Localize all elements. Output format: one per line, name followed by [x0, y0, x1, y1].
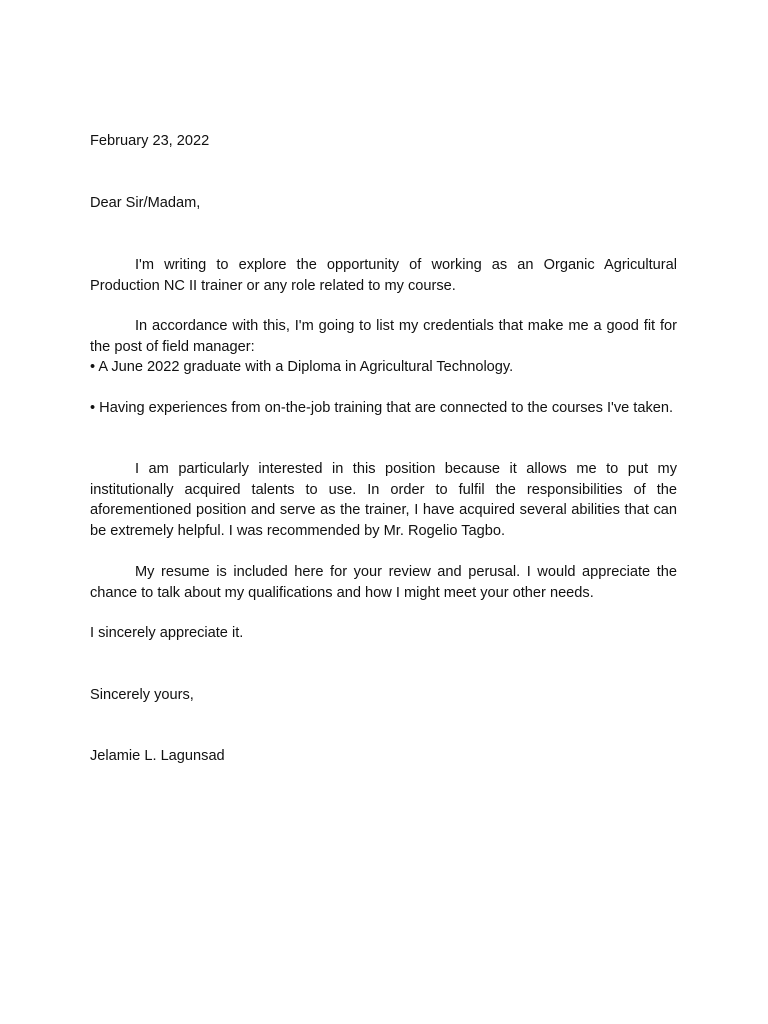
signature-name: Jelamie L. Lagunsad — [90, 748, 225, 764]
paragraph-resume: My resume is included here for your review and perusal. I would appreciate the chance to talk about my qualifications and how I might meet your other needs. — [90, 564, 677, 601]
paragraph-intro: I'm writing to explore the opportunity of working as an Organic Agricultural Production NC II trainer or any role related to my course. — [90, 257, 677, 294]
letter-date: February 23, 2022 — [90, 133, 210, 149]
salutation: Dear Sir/Madam, — [90, 195, 201, 211]
paragraph-credentials: In accordance with this, I'm going to list my credentials that make me a good fit for the post of field manager: — [90, 318, 677, 355]
thanks-line: I sincerely appreciate it. — [90, 625, 244, 641]
paragraph-interest: I am particularly interested in this position because it allows me to put my institutionally acquired talents to use. In order to fulfil the responsibilities of the aforementioned position and serve as the trainer, I have acquired several abilities that can be extremely helpful. I was recommended by Mr. Rogelio Tagbo. — [90, 461, 677, 539]
bullet-diploma: • A June 2022 graduate with a Diploma in Agricultural Technology. — [90, 359, 514, 375]
closing: Sincerely yours, — [90, 687, 194, 703]
bullet-experience: • Having experiences from on-the-job training that are connected to the courses I've taken. — [90, 400, 674, 416]
